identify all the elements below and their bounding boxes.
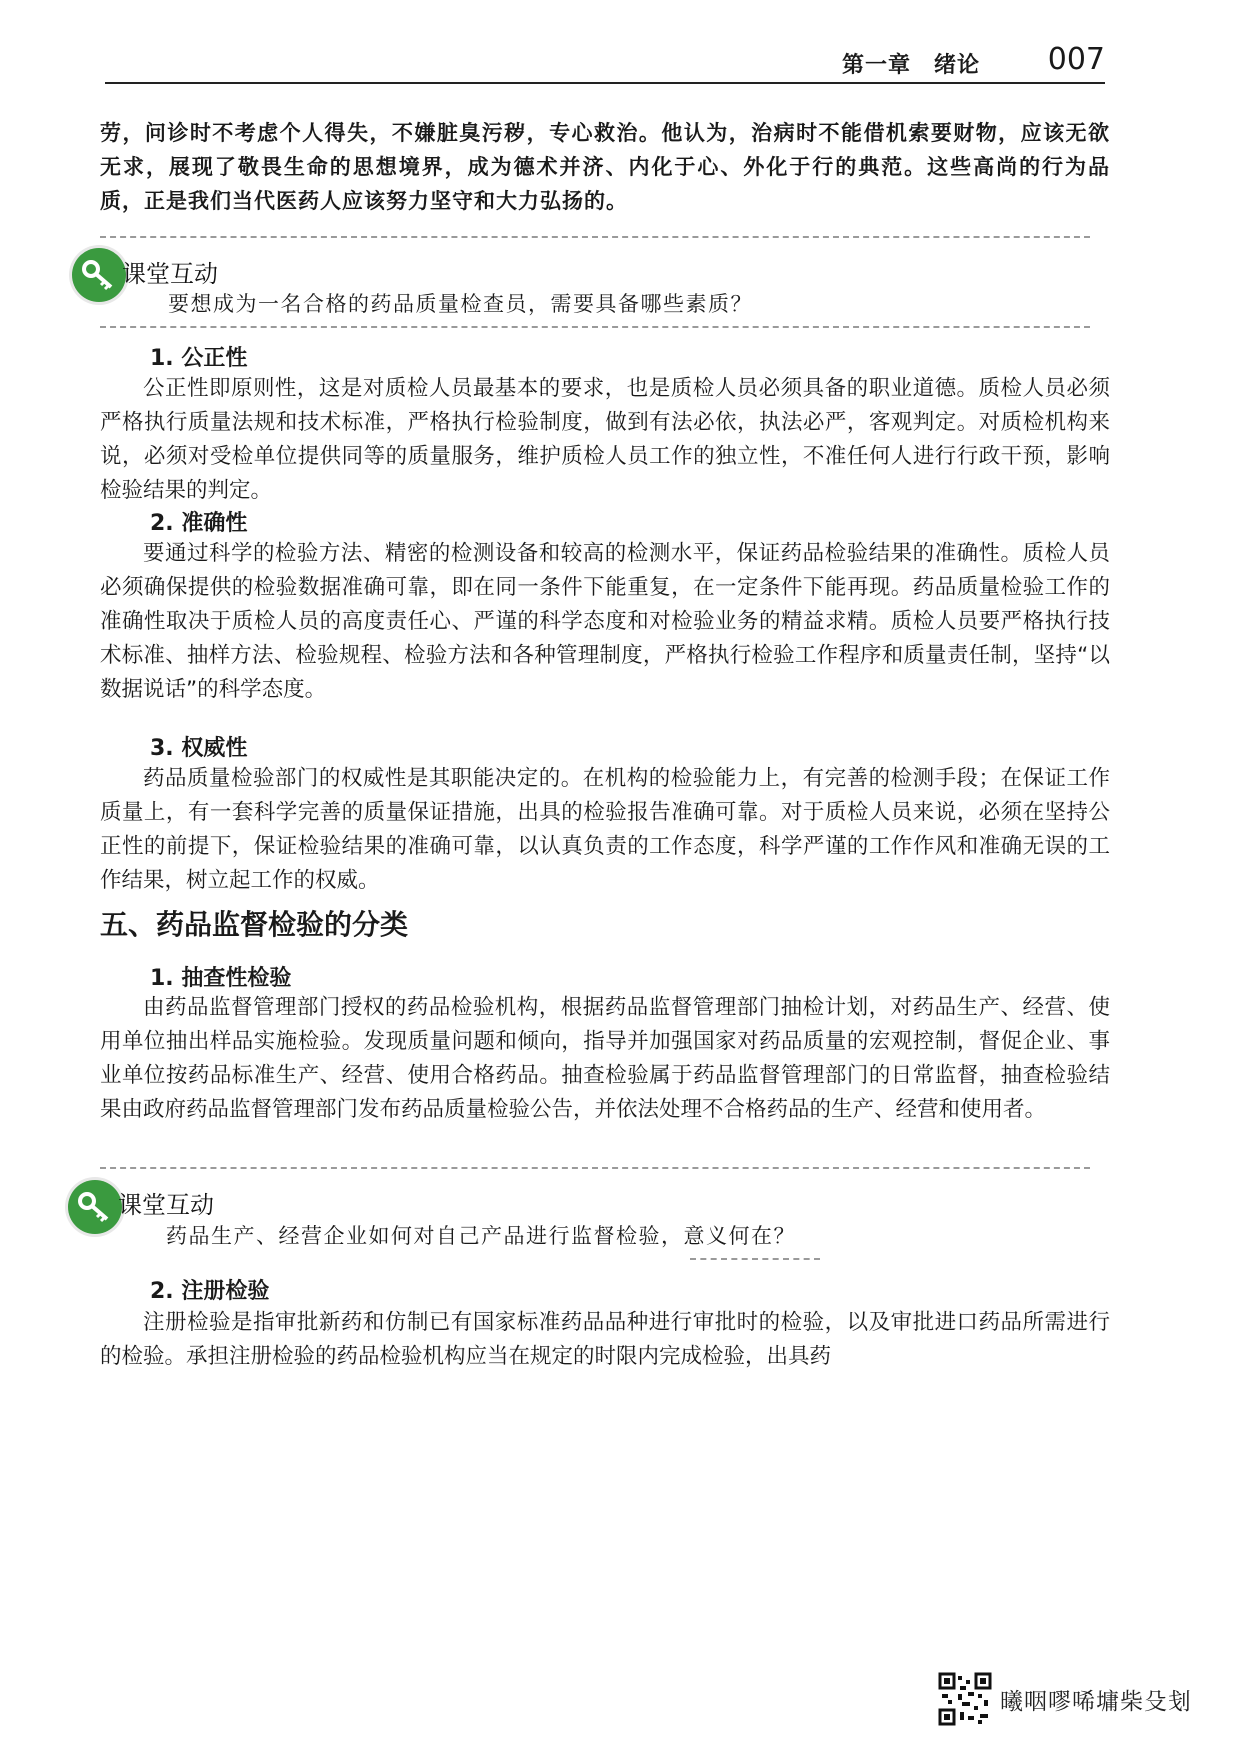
item-heading: 1. 公正性 bbox=[150, 346, 248, 371]
box-bottom-divider bbox=[100, 326, 1090, 328]
box-top-divider bbox=[100, 1167, 1090, 1169]
page-number: 007 bbox=[1047, 42, 1105, 77]
interaction-question: 药品生产、经营企业如何对自己产品进行监督检验，意义何在？ bbox=[166, 1224, 796, 1248]
chapter-title: 第一章 绪论 bbox=[841, 53, 980, 78]
key-icon bbox=[68, 1180, 122, 1234]
item-heading: 3. 权威性 bbox=[150, 736, 248, 761]
running-header bbox=[105, 40, 1105, 84]
item-text: 药品质量检验部门的权威性是其职能决定的。在机构的检验能力上，有完善的检测手段；在保证工作质量上，有一套科学完善的质量保证措施，出具的检验报告准确可靠。对于质检人员来说，必须在坚持公正性的前提下，保证检验结果的准确可靠，以认真负责的工作态度，科学严谨的工作作风和准确无误的工作结果，树立起工作的权威。 bbox=[100, 766, 1110, 893]
qr-code-icon bbox=[938, 1672, 992, 1726]
item-heading: 2. 准确性 bbox=[150, 511, 248, 536]
section-title: 五、药品监督检验的分类 bbox=[100, 908, 409, 941]
subsection-text: 注册检验是指审批新药和仿制已有国家标准药品品种进行审批时的检验，以及审批进口药品所需进行的检验。承担注册检验的药品检验机构应当在规定的时限内完成检验，出具药 bbox=[100, 1310, 1110, 1369]
subsection-heading: 2. 注册检验 bbox=[150, 1279, 270, 1304]
item-text: 公正性即原则性，这是对质检人员最基本的要求，也是质检人员必须具备的职业道德。质检人员必须严格执行质量法规和技术标准，严格执行检验制度，做到有法必依，执法必严，客观判定。对质检机构来说，必须对受检单位提供同等的质量服务，维护质检人员工作的独立性，不准任何人进行行政干预，影响检验结果的判定。 bbox=[100, 376, 1110, 503]
interaction-question: 要想成为一名合格的药品质量检查员，需要具备哪些素质？ bbox=[168, 292, 753, 316]
key-icon bbox=[72, 248, 126, 302]
box-bottom-divider bbox=[690, 1258, 820, 1260]
intro-paragraph: 劳，问诊时不考虑个人得失，不嫌脏臭污秽，专心救治。他认为，治病时不能借机索要财物，应该无欲无求，展现了敬畏生命的思想境界，成为德术并济、内化于心、外化于行的典范。这些高尚的行为品质，正是我们当代医药人应该努力坚守和大力弘扬的。 bbox=[100, 120, 1110, 213]
subsection-heading: 1. 抽查性检验 bbox=[150, 966, 292, 991]
item-text: 要通过科学的检验方法、精密的检测设备和较高的检测水平，保证药品检验结果的准确性。质检人员必须确保提供的检验数据准确可靠，即在同一条件下能重复，在一定条件下能再现。药品质量检验工作的准确性取决于质检人员的高度责任心、严谨的科学态度和对检验业务的精益求精。质检人员要严格执行技术标准、抽样方法、检验规程、检验方法和各种管理制度，严格执行检验工作程序和质量责任制，坚持“以数据说话”的科学态度。 bbox=[100, 541, 1110, 702]
classroom-interaction-label: 课堂互动 bbox=[118, 1191, 214, 1219]
box-top-divider bbox=[100, 236, 1090, 238]
watermark-text: 曦咽嘐唏墉柴殳刬 bbox=[1000, 1689, 1192, 1715]
classroom-interaction-label: 课堂互动 bbox=[122, 260, 218, 288]
subsection-text: 由药品监督管理部门授权的药品检验机构，根据药品监督管理部门抽检计划，对药品生产、经营、使用单位抽出样品实施检验。发现质量问题和倾向，指导并加强国家对药品质量的宏观控制，督促企业、事业单位按药品标准生产、经营、使用合格药品。抽查检验属于药品监督管理部门的日常监督，抽查检验结果由政府药品监督管理部门发布药品质量检验公告，并依法处理不合格药品的生产、经营和使用者。 bbox=[100, 995, 1110, 1122]
